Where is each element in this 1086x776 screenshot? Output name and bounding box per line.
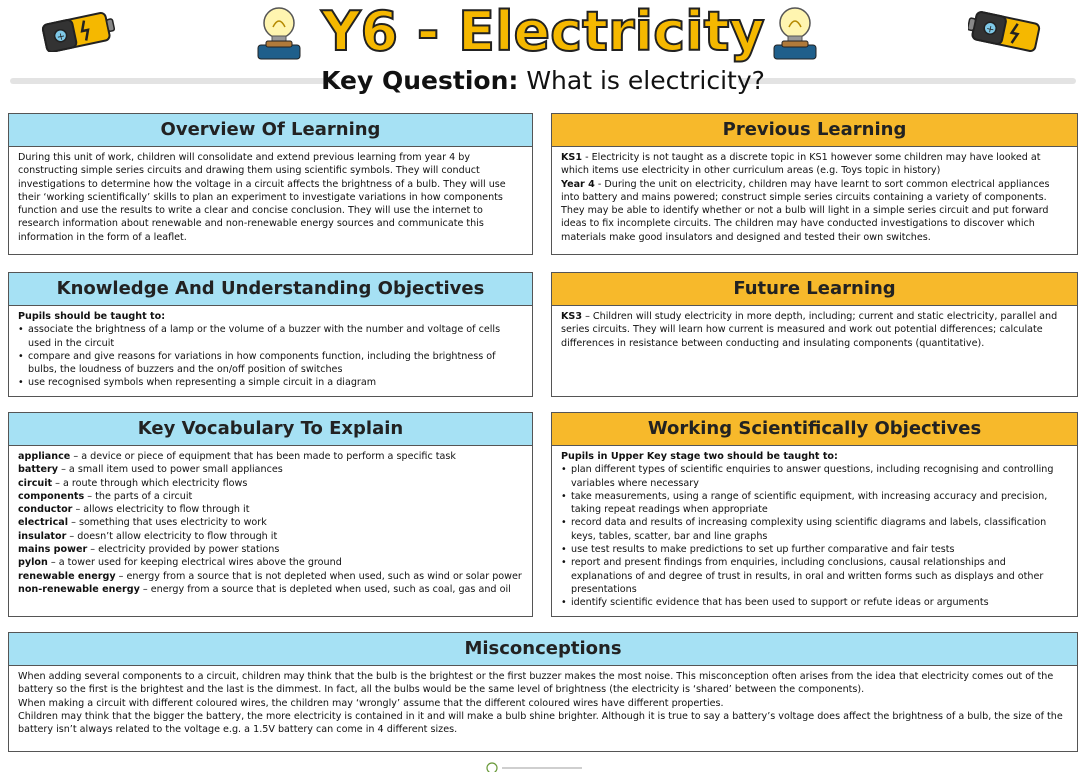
key-question [0, 66, 1086, 96]
overview-panel [8, 113, 533, 255]
key-question-label: Key Question: [321, 66, 519, 95]
vocab-item [18, 543, 524, 556]
vocab-item [18, 530, 524, 543]
title-prefix: Y6 - [321, 0, 459, 63]
key-question-text: What is electricity? [526, 66, 765, 95]
list-item: • identify scientific evidence that has been used to support or refute ideas or arguments [561, 596, 1069, 609]
list-item: • take measurements, using a range of scientific equipment, with increasing accuracy and precision, taking repeat readings when appropriate [561, 490, 1069, 517]
vocab-definition: – doesn’t allow electricity to flow through it [66, 530, 278, 542]
vocab-item [18, 503, 524, 516]
list-item: • report and present findings from enquiries, including conclusions, causal relationships and explanations of and degree of trust in results, in oral and written forms such as displays and other presentations [561, 556, 1069, 596]
vocabulary-panel [8, 412, 533, 617]
overview-heading: Overview Of Learning [9, 114, 532, 147]
future-learning-panel [551, 272, 1078, 397]
misconception-paragraph: When adding several components to a circuit, children may think that the bulb is the brightest or the first buzzer makes the most noise. This misconception often arises from the idea that electricity comes out of the battery so the first is the brightest and the last is the dimmest. In fact, all the bulbs would be the same level of brightness (the electricity is ‘shared’ between the components). [18, 671, 1054, 696]
misconception-paragraph: Children may think that the bigger the battery, the more electricity is contained in it and will make a bulb shine brighter. Although it is true to say a battery’s voltage does affect the brightness of a bulb, the size of the battery isn’t always related to the voltage e.g. a 1.5V battery can come in 4 different sizes. [18, 710, 1063, 736]
ks1-text: - Electricity is not taught as a discrete topic in KS1 however some children may have looked at which items use electricity in other curriculum areas (e.g. Toys topic in history) [561, 152, 1041, 177]
svg-text:+: + [984, 23, 996, 36]
vocab-term: conductor [18, 504, 73, 516]
vocab-definition: – energy from a source that is not depleted when used, such as wind or solar power [115, 570, 522, 582]
misconception-paragraph: When making a circuit with different coloured wires, the children may ‘wrongly’ assume that the different coloured wires have different properties. [18, 697, 724, 709]
title-main: Electricity [458, 0, 765, 63]
list-item: • record data and results of increasing complexity using scientific diagrams and labels, classification keys, tables, scatter, bar and line graphs [561, 516, 1069, 543]
knowledge-heading: Knowledge And Understanding Objectives [9, 273, 532, 306]
publisher-logo-icon [486, 757, 586, 769]
vocab-term: circuit [18, 477, 53, 489]
working-scientifically-heading: Working Scientifically Objectives [552, 413, 1077, 446]
vocabulary-heading: Key Vocabulary To Explain [9, 413, 532, 446]
vocab-item [18, 477, 524, 490]
vocab-definition: – a route through which electricity flows [52, 477, 248, 489]
vocab-item [18, 583, 524, 596]
vocab-definition: – a tower used for keeping electrical wires above the ground [47, 557, 342, 569]
vocab-item [18, 450, 524, 463]
vocab-term: mains power [18, 544, 88, 556]
ks3-text: – Children will study electricity in more depth, including; current and static electricity, parallel and series circuits. They will learn how current is measured and work out potential differences; calculate differences in resistance between conducting and insulating components (quantitative). [561, 311, 1058, 349]
vocab-definition: – something that uses electricity to work [68, 517, 267, 529]
vocab-term: non-renewable energy [18, 583, 140, 595]
future-learning-heading: Future Learning [552, 273, 1077, 306]
working-scientifically-panel [551, 412, 1078, 617]
ks1-label: KS1 [561, 152, 583, 163]
vocab-definition: – a small item used to power small appliances [58, 464, 283, 476]
working-intro: Pupils in Upper Key stage two should be taught to: [561, 451, 838, 462]
vocab-definition: – the parts of a circuit [84, 490, 193, 502]
year4-text: - During the unit on electricity, children may have learnt to sort common electrical appliances into battery and mains powered; construct simple series circuits containing a variety of components. They may be able to identify whether or not a bulb will light in a simple series circuit and put forward ideas to fix incomplete circuits. The children may have conducted investigations to discover which materials make good insulators and designed and tested their own switches. [561, 178, 1050, 243]
vocab-term: components [18, 490, 85, 502]
vocab-item [18, 516, 524, 529]
knowledge-panel [8, 272, 533, 397]
vocab-term: battery [18, 464, 59, 476]
vocab-term: electrical [18, 517, 69, 529]
vocabulary-list [18, 450, 524, 596]
previous-learning-panel [551, 113, 1078, 255]
vocab-term: insulator [18, 530, 67, 542]
vocab-item [18, 556, 524, 569]
working-list [561, 463, 1069, 609]
svg-text:+: + [55, 30, 67, 44]
page-title [0, 0, 1086, 64]
vocab-definition: – electricity provided by power stations [87, 544, 280, 556]
overview-text: During this unit of work, children will consolidate and extend previous learning from year 4 by constructing simple series circuits and drawing them using scientific symbols. They will conduct investigations to determine how the voltage in a circuit affects the brightness of a bulb. They will use their ‘working scientifically’ skills to plan an experiment to investigate variations in how components function and use the results to write a clear and concise conclusion. They will use the internet to research information about renewable and non-renewable energy sources and communicate this information in the form of a leaflet. [18, 152, 506, 243]
vocab-item [18, 490, 524, 503]
list-item: • use recognised symbols when representing a simple circuit in a diagram [18, 376, 524, 389]
vocab-term: renewable energy [18, 570, 116, 582]
ks3-paragraph [561, 310, 1069, 350]
ks3-label: KS3 [561, 311, 583, 322]
ks1-paragraph [561, 151, 1069, 178]
vocab-item [18, 570, 524, 583]
list-item: • associate the brightness of a lamp or the volume of a buzzer with the number and voltage of cells used in the circuit [18, 323, 524, 350]
list-item: • compare and give reasons for variations in how components function, including the brightness of bulbs, the loudness of buzzers and the on/off position of switches [18, 350, 524, 377]
misconceptions-heading: Misconceptions [9, 633, 1077, 666]
year4-label: Year 4 [561, 178, 595, 190]
year4-paragraph [561, 178, 1069, 244]
vocab-term: pylon [18, 557, 48, 569]
vocab-definition: – energy from a source that is depleted when used, such as coal, gas and oil [139, 583, 511, 595]
vocab-term: appliance [18, 451, 71, 462]
previous-learning-heading: Previous Learning [552, 114, 1077, 147]
knowledge-list [18, 323, 524, 389]
list-item: • plan different types of scientific enquiries to answer questions, including recognising and controlling variables where necessary [561, 463, 1069, 490]
list-item: • use test results to make predictions to set up further comparative and fair tests [561, 543, 1069, 556]
vocab-item [18, 463, 524, 476]
vocab-definition: – allows electricity to flow through it [72, 504, 250, 516]
vocab-definition: – a device or piece of equipment that has been made to perform a specific task [70, 451, 456, 462]
misconceptions-panel [8, 632, 1078, 752]
knowledge-intro: Pupils should be taught to: [18, 311, 166, 322]
